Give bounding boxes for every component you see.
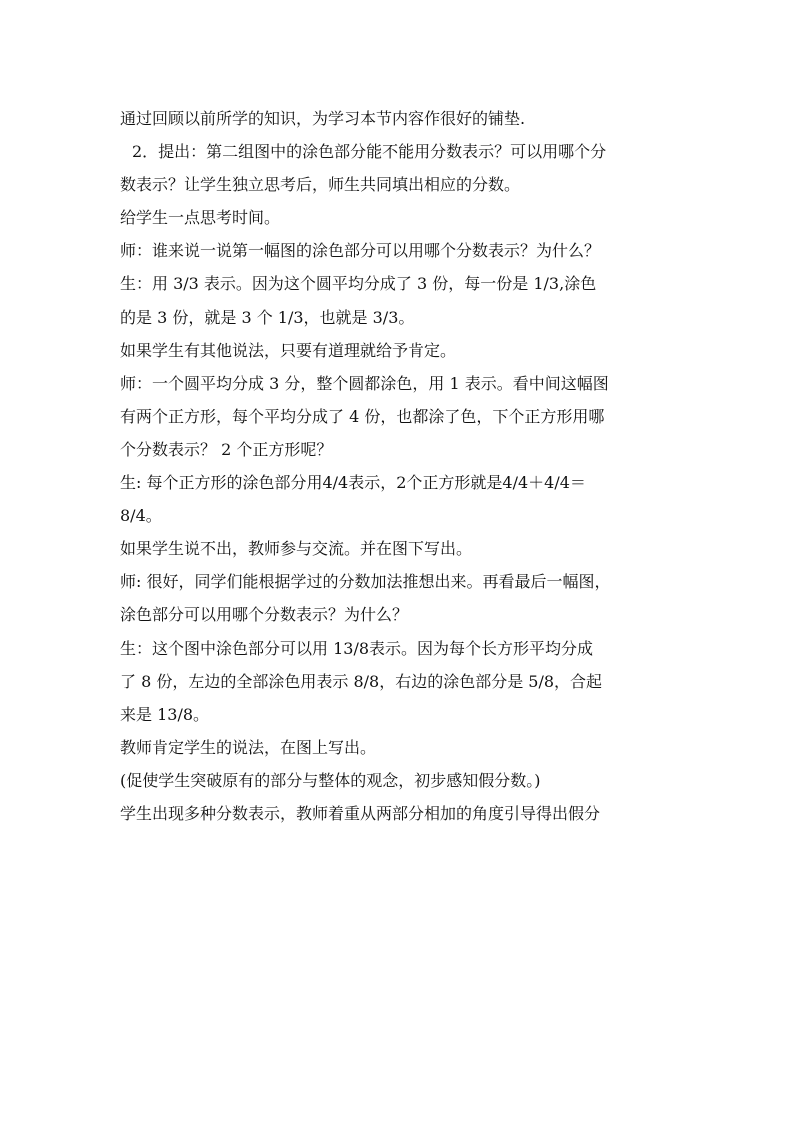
text-line: 的是 3 份，就是 3 个 1/3，也就是 3/3。	[120, 307, 415, 327]
text-line: 师：谁来说一说第一幅图的涂色部分可以用哪个分数表示？为什么？	[120, 241, 601, 261]
text-line: 有两个正方形，每个平均分成了 4 份，也都涂了色，下个正方形用哪	[120, 406, 605, 426]
text-line: 师：一个圆平均分成 3 分，整个圆都涂色，用 1 表示。看中间这幅图	[120, 373, 609, 393]
text-line: 了 8 份，左边的全部涂色用表示 8/8，右边的涂色部分是 5/8，合起	[120, 671, 603, 691]
text-line: 学生出现多种分数表示，教师着重从两部分相加的角度引导得出假分	[120, 803, 601, 823]
text-line: 2．提出：第二组图中的涂色部分能不能用分数表示？可以用哪个分	[132, 142, 607, 162]
text-line: 个分数表示？ 2 个正方形呢？	[120, 439, 333, 459]
text-line: 给学生一点思考时间。	[120, 208, 281, 228]
text-line: 如果学生有其他说法，只要有道理就给予肯定。	[120, 340, 457, 360]
text-line: (促使学生突破原有的部分与整体的观念，初步感知假分数。)	[120, 770, 541, 790]
text-line: 8/4。	[120, 506, 162, 526]
text-line: 生：用 3/3 表示。因为这个圆平均分成了 3 份，每一份是 1/3,涂色	[120, 274, 597, 294]
text-line: 数表示？让学生独立思考后，师生共同填出相应的分数。	[120, 175, 521, 195]
text-line: 涂色部分可以用哪个分数表示？为什么？	[120, 605, 409, 625]
text-line: 来是 13/8。	[120, 704, 210, 724]
text-line: 生: 每个正方形的涂色部分用4/4表示，2个正方形就是4/4＋4/4＝	[120, 473, 586, 493]
text-line: 如果学生说不出，教师参与交流。并在图下写出。	[120, 539, 473, 559]
text-line: 师: 很好，同学们能根据学过的分数加法推想出来。再看最后一幅图，	[120, 572, 611, 592]
document-body	[120, 102, 680, 830]
text-line: 生：这个图中涂色部分可以用 13/8表示。因为每个长方形平均分成	[120, 638, 594, 658]
text-line: 通过回顾以前所学的知识，为学习本节内容作很好的铺垫.	[120, 109, 526, 128]
text-line: 教师肯定学生的说法，在图上写出。	[120, 737, 377, 757]
